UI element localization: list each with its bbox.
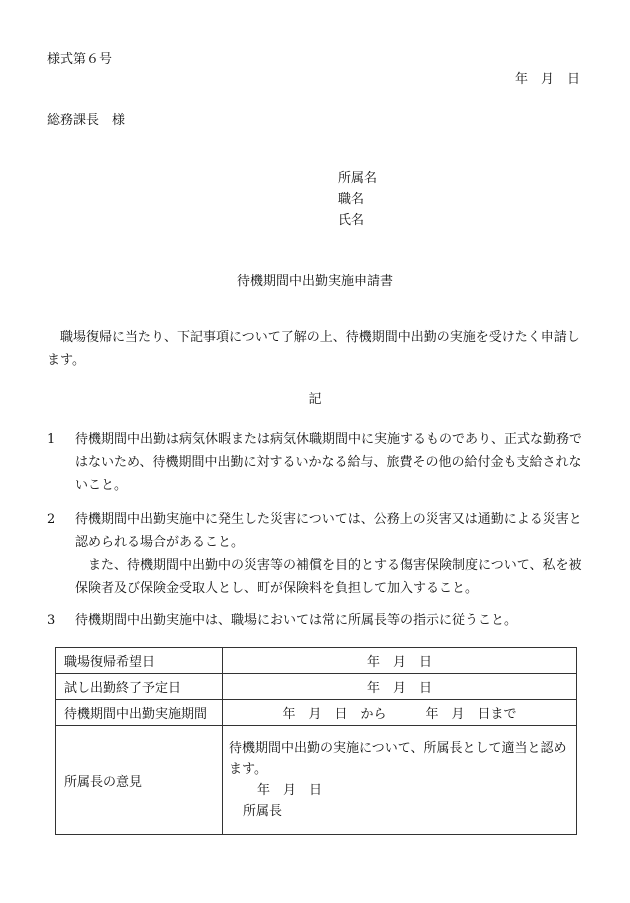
condition-item-2	[47, 508, 585, 600]
form-number: 様式第６号	[47, 52, 113, 67]
table-row	[56, 726, 577, 835]
return-date-label: 職場復帰希望日	[56, 648, 223, 674]
supervisor-opinion-label: 所属長の意見	[56, 726, 223, 835]
table-row	[56, 700, 577, 726]
application-details-table	[55, 647, 577, 835]
item-number: 2	[47, 512, 56, 527]
addressee: 総務課長 様	[47, 113, 126, 128]
period-label: 待機期間中出勤実施期間	[56, 700, 223, 726]
supervisor-opinion-field[interactable]	[223, 726, 577, 835]
opinion-signer: 所属長	[243, 804, 283, 819]
period-field[interactable]: 年 月 日 から 年 月 日まで	[223, 700, 577, 726]
position-label: 職名	[338, 192, 365, 207]
affiliation-label: 所属名	[338, 171, 378, 186]
table-row	[56, 674, 577, 700]
item-number: 3	[47, 613, 56, 628]
opinion-date: 年 月 日	[257, 783, 323, 798]
submission-date: 年 月 日	[514, 72, 580, 87]
trial-end-date-label: 試し出勤終了予定日	[56, 674, 223, 700]
trial-end-date-field[interactable]: 年 月 日	[223, 674, 577, 700]
table-row	[56, 648, 577, 674]
item-number: 1	[47, 432, 56, 447]
return-date-field[interactable]: 年 月 日	[223, 648, 577, 674]
item-text: 待機期間中出勤実施中に発生した災害については、公務上の災害又は通勤による災害と認められる場合があること。	[75, 512, 582, 550]
name-label: 氏名	[338, 213, 365, 228]
condition-item-3	[47, 609, 585, 632]
sender-block	[338, 168, 377, 231]
ki-heading: 記	[308, 392, 322, 407]
item-text: 待機期間中出勤は病気休暇または病気休職期間中に実施するものであり、正式な勤務ではないため、待機期間中出勤に対するいかなる給与、旅費その他の給付金も支給されないこと。	[75, 432, 583, 493]
item-text: 待機期間中出勤実施中は、職場においては常に所属長等の指示に従うこと。	[75, 613, 518, 628]
request-statement: 職場復帰に当たり、下記事項について了解の上、待機期間中出勤の実施を受けたく申請します。	[47, 330, 580, 368]
condition-item-1	[47, 428, 585, 497]
document-title: 待機期間中出勤実施申請書	[236, 274, 393, 289]
opinion-statement: 待機期間中出勤の実施について、所属長として適当と認めます。	[229, 741, 567, 777]
item-text: また、待機期間中出勤中の災害等の補償を目的とする傷害保険制度について、私を被保険者及び保険金受取人とし、町が保険料を負担して加入すること。	[75, 558, 582, 596]
